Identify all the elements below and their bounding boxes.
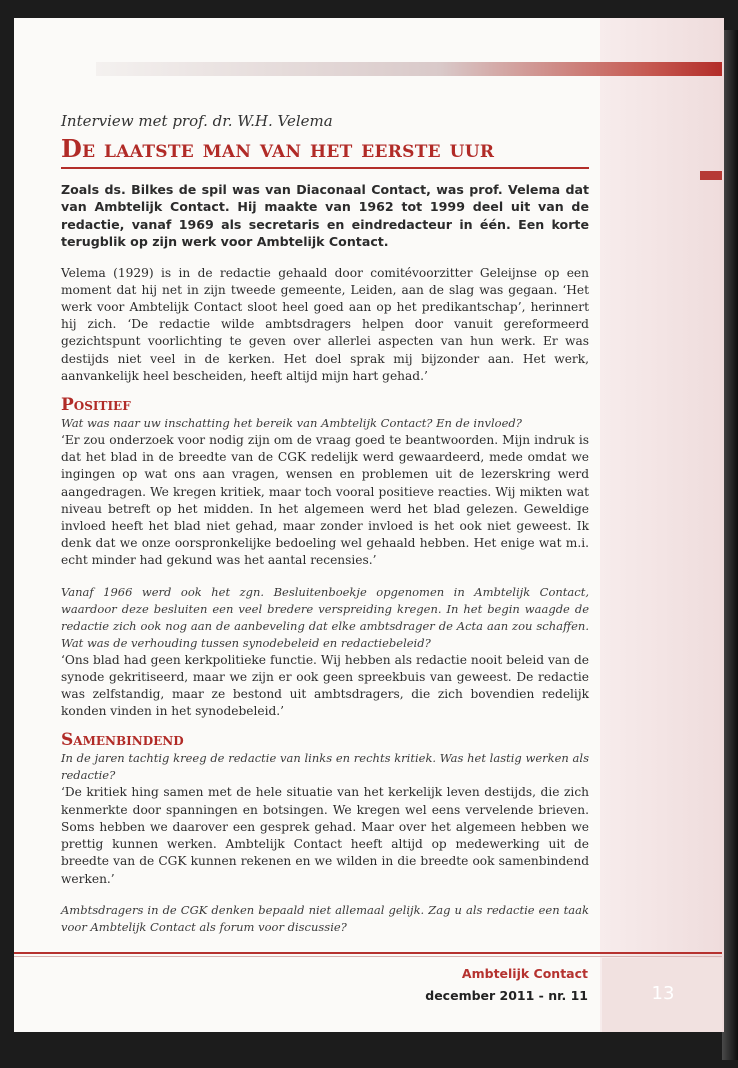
article-lead: Zoals ds. Bilkes de spil was van Diaconaal Contact, was prof. Velema dat van Ambtelijk Contact. Hij maakte van 1962 tot 1999 deel uit van de redactie, vanaf 1969 als secretaris en eindredacteur in één. Een korte terugblik op zijn werk voor Ambtelijk Contact. [61, 182, 589, 250]
question: Vanaf 1966 werd ook het zgn. Besluitenboekje opgenomen in Ambtelijk Contact, waardoor deze besluiten een veel bredere verspreiding kregen. In het begin waagde de redactie zich ook nog aan de aanbeveling dat elke ambtsdrager de Acta aan zou schaffen. Wat was de verhouding tussen synodebeleid en redactiebeleid? [61, 584, 589, 650]
side-marker [700, 171, 722, 180]
article-kicker: Interview met prof. dr. W.H. Velema [61, 112, 333, 130]
section-heading-samenbindend: Samenbindend [61, 730, 184, 751]
article [61, 112, 589, 936]
question: In de jaren tachtig kreeg de redactie van links en rechts kritiek. Was het lastig werken als redactie? [61, 751, 589, 783]
footer-issue: december 2011 - nr. 11 [425, 988, 588, 1003]
answer: ‘Ons blad had geen kerkpolitieke functie. Wij hebben als redactie nooit beleid van de synode gekritiseerd, maar we zijn er ook geen spreekbuis van geweest. De redactie was zelfstandig, maar ze bestond uit ambtsdragers, die zich bovendien redelijk konden vinden in het synodebeleid.’ [61, 652, 589, 719]
top-decorative-stripe [96, 62, 722, 76]
answer: ‘Er zou onderzoek voor nodig zijn om de vraag goed te beantwoorden. Mijn indruk is dat het blad in de breedte van de CGK redelijk werd gewaardeerd, mede omdat we ingingen op wat ons aan vragen, wensen en problemen uit de lezerskring werd aangedragen. We kregen kritiek, maar toch vooral positieve reacties. Wij mikten wat niveau betreft op het midden. In het algemeen werd het blad gelezen. Geweldige invloed heeft het blad niet gehad, maar zonder invloed is het ook niet geweest. Ik denk dat we onze oorspronkelijke bedoeling wel gehaald hebben. Het enige wat m.i. echt minder had gekund was het aantal recensies.’ [61, 433, 589, 568]
page-edge-shadow [722, 30, 738, 1060]
intro-paragraph: Velema (1929) is in de redactie gehaald door comitévoorzitter Geleijnse op een moment dat hij net in zijn tweede gemeente, Leiden, aan de slag was gegaan. ‘Het werk voor Ambtelijk Contact sloot heel goed aan op het predikantschap’, herinnert hij zich. ‘De redactie wilde ambtsdragers helpen door vanuit gereformeerd gezichtspunt voorlichting te geven over allerlei aspecten van hun werk. Er was destijds niet veel in de kerken. Het doel sprak mij bijzonder aan. Het werk, aanvankelijk heel bescheiden, heeft altijd mijn hart gehad.’ [61, 265, 589, 383]
title-underline [61, 167, 589, 169]
answer: ‘De kritiek hing samen met de hele situatie van het kerkelijk leven destijds, die zich kenmerkte door spanningen en botsingen. We kregen wel eens vervelende brieven. Soms hebben we daarover een gesprek gehad. Maar over het algemeen hebben we prettig kunnen werken. Ambtelijk Contact heeft altijd op medewerking uit de breedte van de CGK kunnen rekenen en we wilden in die breedte ook samenbindend werken.’ [61, 785, 589, 886]
footer-magazine-name: Ambtelijk Contact [461, 966, 588, 981]
footer-rule [14, 952, 722, 954]
question: Ambtsdragers in de CGK denken bepaald niet allemaal gelijk. Zag u als redactie een taak voor Ambtelijk Contact als forum voor discussie? [61, 902, 589, 934]
question: Wat was naar uw inschatting het bereik van Ambtelijk Contact? En de invloed? [61, 416, 522, 431]
page-number: 13 [651, 983, 675, 1004]
article-title: De laatste man van het eerste uur [61, 134, 495, 163]
section-heading-positief: Positief [61, 395, 131, 416]
footer-rule-secondary [14, 956, 722, 957]
